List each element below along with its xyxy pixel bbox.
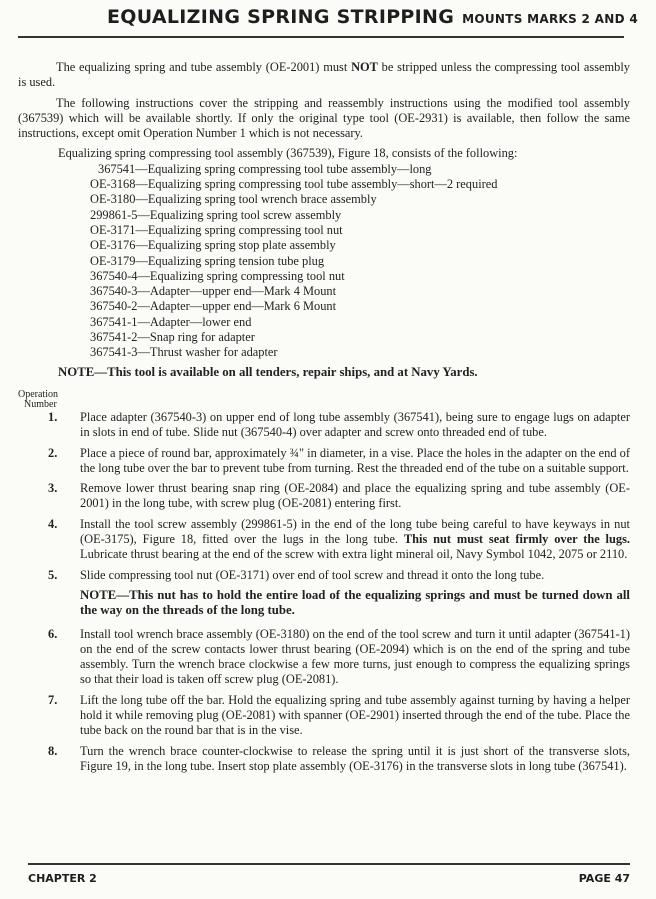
intro-paragraph-1: The equalizing spring and tube assembly (OE-2001) must NOT be stripped unless the compressing tool assembly is used. [18,60,630,90]
emphasis-not: NOT [351,60,378,74]
part-row: OE-3179—Equalizing spring tension tube plug [90,253,325,268]
operation-step [18,410,630,441]
step-number: 7. [48,692,58,707]
part-row: 367541-2—Snap ring for adapter [90,330,255,345]
step-number: 2. [48,445,58,460]
step-text: Lift the long tube off the bar. Hold the equalizing spring and tube assembly against turning by having a helper hold it while removing plug (OE-2081) with spanner (OE-2901) inserted through the end of the tube. Place the tube back on the round bar that is in the vise. [80,692,630,738]
part-row: 299861-5—Equalizing spring tool screw assembly [90,207,342,222]
step-text: Turn the wrench brace counter-clockwise to release the spring until it is just short of the transverse slots, Figure 19, in the long tube. Insert stop plate assembly (OE-3176) in the transverse slots in long tube (367541). [80,743,630,773]
header-rule [18,36,624,38]
operation-step [18,517,630,563]
operation-step [18,627,630,688]
tool-availability-note: NOTE—This tool is available on all tenders, repair ships, and at Navy Yards. [58,364,478,379]
step-text: Place a piece of round bar, approximately ¾" in diameter, in a vise. Place the holes in the adapter on the end of the long tube over the bar to prevent tube from turning. Rest the threaded end of the tube on a suitable support. [80,445,630,475]
part-row: OE-3168—Equalizing spring compressing tool tube assembly—short—2 required [90,177,498,192]
page-header [18,6,638,28]
operation-step [18,568,630,583]
part-row: 367541-3—Thrust washer for adapter [90,345,278,360]
step-number: 8. [48,743,58,758]
step-text: Place adapter (367540-3) on upper end of long tube assembly (367541), being sure to engage lugs on adapter in slots in end of tube. Slide nut (367540-4) over adapter and screw onto threaded end of tube. [80,409,630,440]
part-row: OE-3176—Equalizing spring stop plate assembly [90,238,336,253]
emphasis-seat-firmly: This nut must seat firmly over the lugs. [403,532,630,547]
part-row: 367540-2—Adapter—upper end—Mark 6 Mount [90,299,337,314]
chapter-label: CHAPTER 2 [28,872,97,885]
operation-step [18,446,630,477]
operation-step [18,744,630,775]
step-number: 6. [48,626,58,641]
part-row: 367541—Equalizing spring compressing tool tube assembly—long [98,161,432,176]
operation-step [18,693,630,739]
step-number: 5. [48,567,58,582]
page-number: PAGE 47 [578,872,630,885]
intro-paragraph-2: The following instructions cover the stripping and reassembly instructions using the modified tool assembly (367539) which will be available shortly. If only the original type tool (OE-2931) is available, then follow the same instructions, except omit Operation Number 1 which is not necessary. [18,95,630,141]
document-body [18,60,630,779]
part-row: 367540-3—Adapter—upper end—Mark 4 Mount [90,284,337,299]
step-text: Remove lower thrust bearing snap ring (OE-2084) and place the equalizing spring and tube assembly (OE-2001) in the long tube, with screw plug (OE-2081) entering first. [80,481,630,511]
part-row: OE-3180—Equalizing spring tool wrench brace assembly [90,192,377,207]
step-text: Install the tool screw assembly (299861-5) in the end of the long tube being careful to have keyways in nut (OE-3175), Figure 18, fitted over the lugs in the long tube. This nut must seat firmly over the lugs. Lubricate thrust bearing at the end of the screw with extra light mineral oil, Navy Symbol 1042, 2075 or 2110. [80,516,630,562]
step-number: 4. [48,516,58,531]
step-text: Install tool wrench brace assembly (OE-3180) on the end of the tool screw and turn it until adapter (367541-1) on the end of the screw contacts lower thrust bearing (OE-2094) which is on the end of the spring and tube assembly. Turn the wrench brace clockwise a few more turns, just enough to compress the equalizing springs so that their load is taken off screw plug (OE-2081). [80,626,630,687]
step-number: 1. [48,409,58,424]
part-row: OE-3171—Equalizing spring compressing tool nut [90,222,343,237]
step-text: Slide compressing tool nut (OE-3171) over end of tool screw and thread it onto the long tube. [80,567,545,582]
nut-load-note: NOTE—This nut has to hold the entire load of the equalizing springs and must be turned down all the way on the threads of the long tube. [80,587,630,618]
page-title: EQUALIZING SPRING STRIPPING [107,6,455,28]
step-number: 3. [48,481,58,496]
page-footer [28,872,630,885]
part-row: 367540-4—Equalizing spring compressing tool nut [90,268,345,283]
page-subtitle: MOUNTS MARKS 2 AND 4 [462,12,638,26]
operation-step [18,481,630,512]
operation-number-label: Operation Number [18,388,58,410]
footer-rule [28,863,630,865]
parts-list-intro: Equalizing spring compressing tool assembly (367539), Figure 18, consists of the following: [58,146,518,161]
parts-list [18,162,630,361]
part-row: 367541-1—Adapter—lower end [90,314,252,329]
